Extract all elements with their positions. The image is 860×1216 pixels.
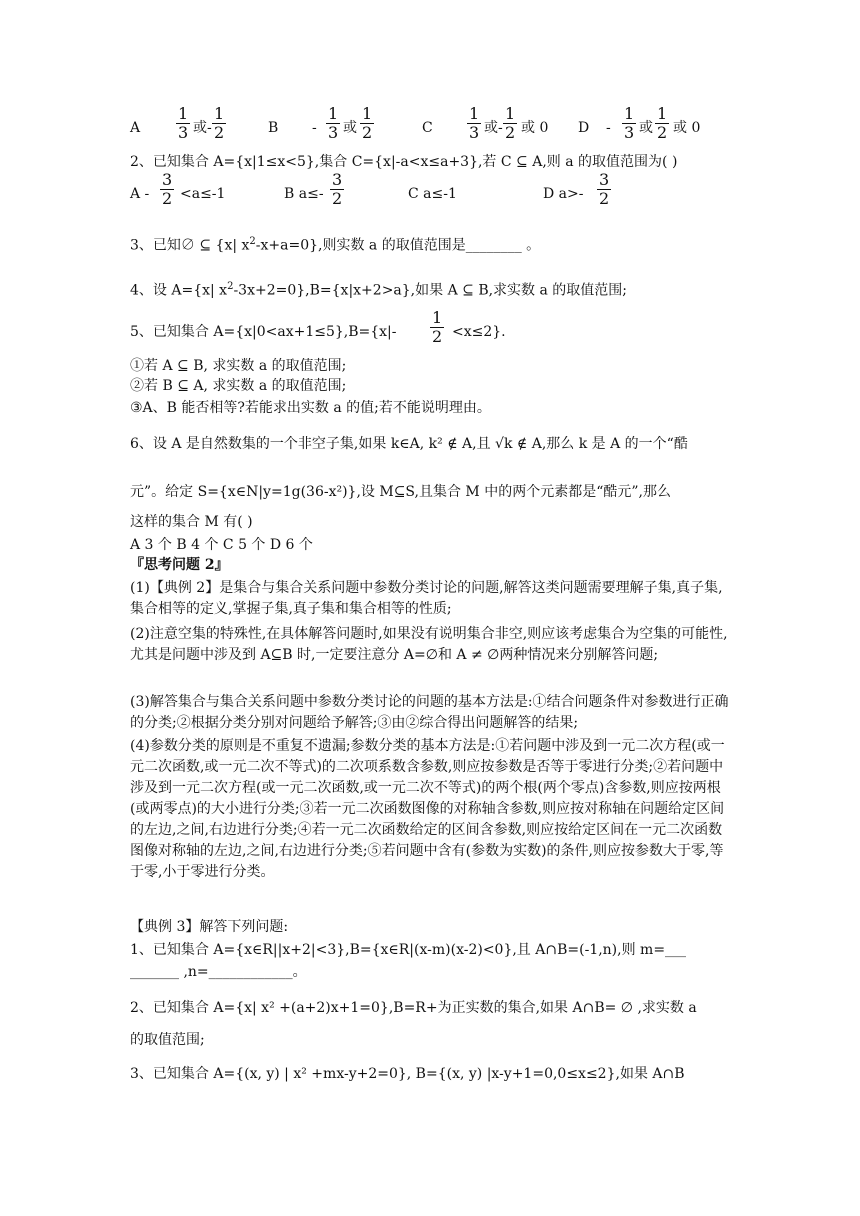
q1-option-d-label[interactable]: D <box>578 120 590 136</box>
q6-line2: 元”。给定 S={x∈N|y=1g(36-x²)},设 M⊆S,且集合 M 中的两个元素都是“酷元”,那么 <box>130 484 671 500</box>
q2-option-b[interactable]: B a≤- <box>284 186 324 202</box>
ex3-q1b: _______ ,n=____________。 <box>130 964 307 980</box>
q2-option-d[interactable]: D a>- <box>543 186 584 202</box>
q3-text-pre: 3、已知∅ ⊆ {x| x <box>130 237 250 254</box>
think2-p3: (3)解答集合与集合关系问题中参数分类讨论的问题的基本方法是:①结合问题条件对参数进行正确的分类;②根据分类分别对问题给予解答;③由②综合得出问题解答的结果; <box>130 694 729 731</box>
q1-option-a-label[interactable]: A <box>130 120 141 136</box>
q1-a-frac2: $\frac{1}{2}$ <box>214 104 225 142</box>
q4-text-post: -3x+2=0},B={x|x+2>a},如果 A ⊆ B,求实数 a 的取值范围; <box>233 282 628 299</box>
q4-sup: 2 <box>227 281 234 292</box>
q5-stem <box>130 322 397 342</box>
think2-heading: 『思考问题 2』 <box>130 557 229 573</box>
q5-frac: $\frac{1}{2}$ <box>432 308 443 346</box>
q3-stem <box>130 232 540 256</box>
q2-option-c[interactable]: C a≤-1 <box>408 186 457 202</box>
q1-d-frac2: $\frac{1}{2}$ <box>657 104 668 142</box>
ex3-q1a: 1、已知集合 A={x∈R||x+2|<3},B={x∈R|(x-m)(x-2)<0},且 A∩B=(-1,n),则 m=___ <box>130 942 687 958</box>
q2-b-frac: $\frac{3}{2}$ <box>332 170 343 208</box>
q2-option-a[interactable]: A - <box>130 186 150 202</box>
q1-b-frac1: $\frac{1}{3}$ <box>328 104 339 142</box>
q5-sub3: ③A、B 能否相等?若能求出实数 a 的值;若不能说明理由。 <box>130 400 491 416</box>
q6-line1: 6、设 A 是自然数集的一个非空子集,如果 k∈A, k² ∉ A,且 √k ∉ A,那么 k 是 A 的一个“酷 <box>130 436 688 452</box>
think2-p2: (2)注意空集的特殊性,在具体解答问题时,如果没有说明集合非空,则应该考虑集合为空集的可能性,尤其是问题中涉及到 A⊆B 时,一定要注意分 A=∅和 A ≠ ∅两种情况来分别解答问题; <box>130 626 728 663</box>
q1-c-sep: 或- <box>484 120 503 136</box>
q1-c-frac1: $\frac{1}{3}$ <box>469 104 480 142</box>
think2-p1: (1)【典例 2】是集合与集合关系问题中参数分类讨论的问题,解答这类问题需要理解子集,真子集,集合相等的定义,掌握子集,真子集和集合相等的性质; <box>130 580 723 617</box>
q5-sub1: ①若 A ⊆ B, 求实数 a 的取值范围; <box>130 358 347 374</box>
q2-a-suffix: <a≤-1 <box>180 186 226 202</box>
q1-option-c-label[interactable]: C <box>422 120 433 136</box>
ex3-q2a: 2、已知集合 A={x| x² +(a+2)x+1=0},B=R+为正实数的集合,如果 A∩B= ∅ ,求实数 a <box>130 1000 697 1016</box>
q5-text-post: <x≤2}. <box>452 324 506 340</box>
ex3-heading: 【典例 3】解答下列问题: <box>130 919 289 935</box>
q1-b-prefix: - <box>312 120 317 136</box>
q1-a-sep: 或- <box>193 120 212 136</box>
think2-p4: (4)参数分类的原则是不重复不遗漏;参数分类的基本方法是:①若问题中涉及到一元二次方程(或一元二次函数,或一元二次不等式)的二次项系数含参数,则应按参数是否等于零进行分类;②若问题中涉及到一元二次方程(或一元二次函数,或一元二次不等式)的两个根(两个零点)含参数,则应按两根(或两零点)的大小进行分类;③若一元二次函数图像的对称轴含参数,则应按对称轴在问题给定区间的左边,之间,右边进行分类;④若一元二次函数给定的区间含参数,则应按给定区间在一元二次函数图像对称轴的左边,之间,右边进行分类;⑤若问题中含有(参数为实数)的条件,则应按参数大于零,等于零,小于零进行分类。 <box>130 738 725 880</box>
q1-c-frac2: $\frac{1}{2}$ <box>505 104 516 142</box>
q5-text-pre: 5、已知集合 A={x|0<ax+1≤5},B={x|- <box>130 324 397 340</box>
q1-a-frac1: $\frac{1}{3}$ <box>178 104 189 142</box>
q2-d-frac: $\frac{3}{2}$ <box>599 170 610 208</box>
q2-a-frac: $\frac{3}{2}$ <box>162 170 173 208</box>
q1-b-frac2: $\frac{1}{2}$ <box>362 104 373 142</box>
q1-d-prefix: - <box>606 120 611 136</box>
q6-line3: 这样的集合 M 有( ) <box>130 514 253 530</box>
q1-option-b-label[interactable]: B <box>268 120 279 136</box>
q2-stem: 2、已知集合 A={x|1≤x<5},集合 C={x|-a<x≤a+3},若 C ⊆ A,则 a 的取值范围为( ) <box>130 154 678 170</box>
q1-d-frac1: $\frac{1}{3}$ <box>624 104 635 142</box>
ex3-q3: 3、已知集合 A={(x, y) | x² +mx-y+2=0}, B={(x, y) |x-y+1=0,0≤x≤2},如果 A∩B <box>130 1066 685 1082</box>
q1-c-suffix: 或 0 <box>521 120 549 136</box>
ex3-q2b: 的取值范围; <box>130 1032 205 1048</box>
q4-text-pre: 4、设 A={x| x <box>130 282 228 299</box>
q4-stem <box>130 277 627 301</box>
q1-b-sep: 或 <box>343 120 357 136</box>
q5-sub2: ②若 B ⊆ A, 求实数 a 的取值范围; <box>130 378 347 394</box>
q6-options: A 3 个 B 4 个 C 5 个 D 6 个 <box>130 537 313 553</box>
q1-d-sep: 或 <box>639 120 653 136</box>
q1-d-suffix: 或 0 <box>673 120 701 136</box>
q3-text-post: -x+a=0},则实数 a 的取值范围是________ 。 <box>255 237 541 254</box>
q3-sup: 2 <box>249 236 256 247</box>
